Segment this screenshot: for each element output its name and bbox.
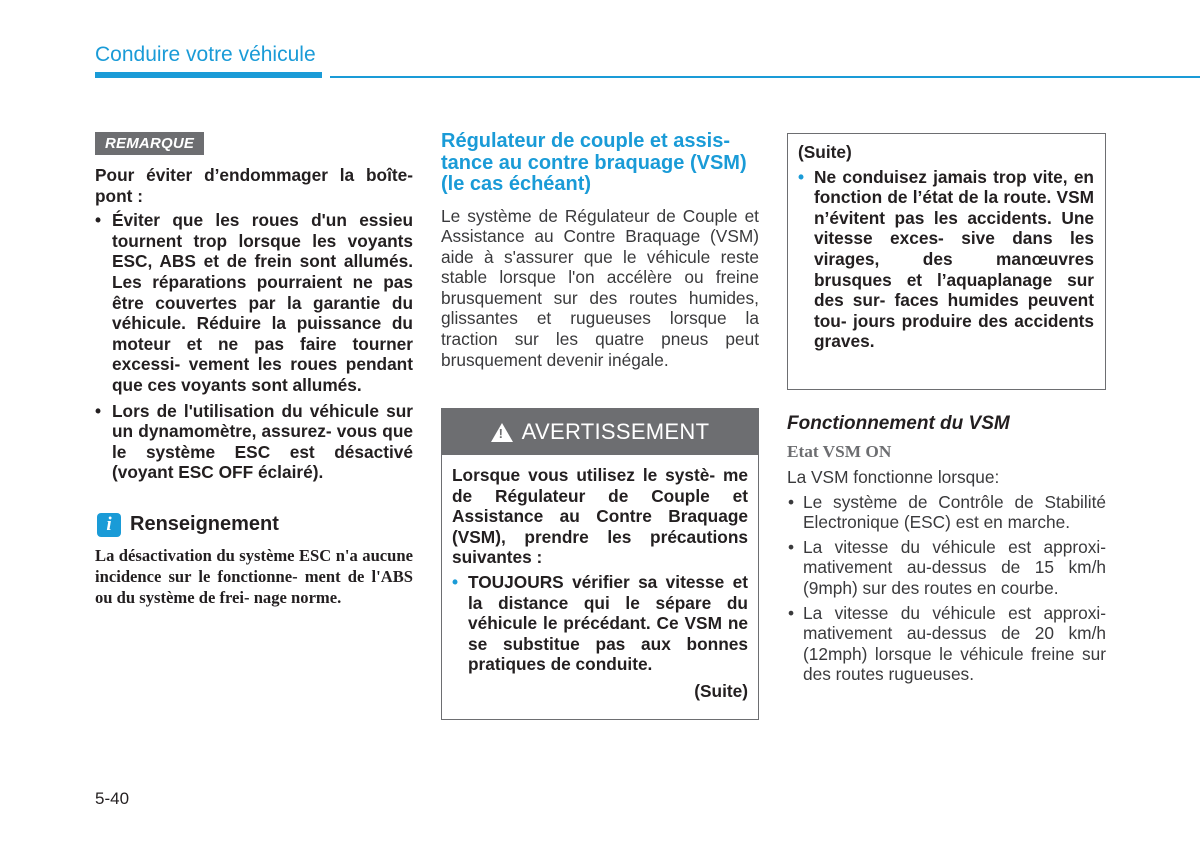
etat-heading: Etat VSM ON — [787, 442, 892, 461]
list-item: • TOUJOURS vérifier sa vitesse et la distance qui le sépare du véhicule le précédant. Ce VSM ne se substitue pas aux bonnes pratiques de conduite. — [452, 572, 748, 675]
list-item: • Le système de Contrôle de Stabilité Electronique (ESC) est en marche. — [787, 492, 1106, 533]
remarque-badge: REMARQUE — [95, 132, 204, 155]
info-title: Renseignement — [130, 513, 279, 536]
warning-triangle-icon: ! — [491, 423, 513, 442]
warning-continued-list — [798, 167, 1094, 352]
remarque-intro: Pour éviter d’endommager la boîte-pont : — [95, 165, 413, 206]
vsm-heading: Régulateur de couple et assis- tance au contre braquage (VSM) (le cas échéant) — [441, 130, 747, 195]
info-body: La désactivation du système ESC n'a aucune incidence sur le fonctionne- ment de l'ABS ou du système de frei- nage norme. — [95, 545, 413, 607]
vsm-on-intro: La VSM fonctionne lorsque: — [787, 467, 1000, 487]
column-left — [95, 132, 413, 608]
list-item: • Éviter que les roues d'un essieu tournent trop lorsque les voyants ESC, ABS et de frein sont allumés. Les réparations pourraient ne pas être couvertes par la garantie du véhicule. Réduire la puissance du moteur et ne pas faire tourner excessi- vement les roues pendant que ces voyants sont allumés. — [95, 210, 413, 395]
list-item: • Lors de l'utilisation du véhicule sur un dynamomètre, assurez- vous que le système ESC est désactivé (voyant ESC OFF éclairé). — [95, 401, 413, 483]
header-rule-thick — [95, 72, 322, 78]
page-number: 5-40 — [95, 789, 130, 808]
info-icon: i — [97, 513, 121, 537]
section-title: Conduire votre véhicule — [95, 43, 316, 66]
info-header — [95, 513, 413, 537]
vsm-on-conditions — [787, 492, 1106, 685]
vsm-description: Le système de Régulateur de Couple et Assistance au Contre Braquage (VSM) aide à s'assurer que le véhicule reste stable lorsque l'on accélère ou freine brusquement sur des routes humides, glissantes et rugueuses lorsque la traction sur les quatre pneus peut brusquement devenir inégale. — [441, 205, 759, 370]
list-item: • La vitesse du véhicule est approxi- mativement au-dessus de 20 km/h (12mph) lorsque le véhicule freine sur des routes rugueuses. — [787, 603, 1106, 685]
warning-box — [441, 408, 759, 720]
fonctionnement-heading: Fonctionnement du VSM — [787, 413, 1010, 434]
suite-label: (Suite) — [798, 142, 852, 162]
column-right — [787, 413, 1106, 689]
warning-content — [442, 455, 758, 702]
warning-title: AVERTISSEMENT — [521, 419, 710, 444]
column-middle — [441, 131, 759, 370]
warning-header — [442, 409, 758, 455]
warning-list — [452, 572, 748, 675]
header-rule-thin — [330, 76, 1200, 78]
warning-intro: Lorsque vous utilisez le systè- me de Régulateur de Couple et Assistance au Contre Braquage (VSM), prendre les précautions suivantes : — [452, 465, 748, 568]
list-item: • Ne conduisez jamais trop vite, en fonction de l’état de la route. VSM n’évitent pas les accidents. Une vitesse exces- sive dans les virages, des manœuvres brusques et l’aquaplanage sur des sur- faces humides peuvent tou- jours produire des accidents graves. — [798, 167, 1094, 352]
list-item: • La vitesse du véhicule est approxi- mativement au-dessus de 15 km/h (9mph) sur des routes en courbe. — [787, 537, 1106, 599]
warning-suite-label: (Suite) — [694, 680, 748, 701]
warning-continued-box — [787, 133, 1106, 390]
remarque-list — [95, 210, 413, 483]
